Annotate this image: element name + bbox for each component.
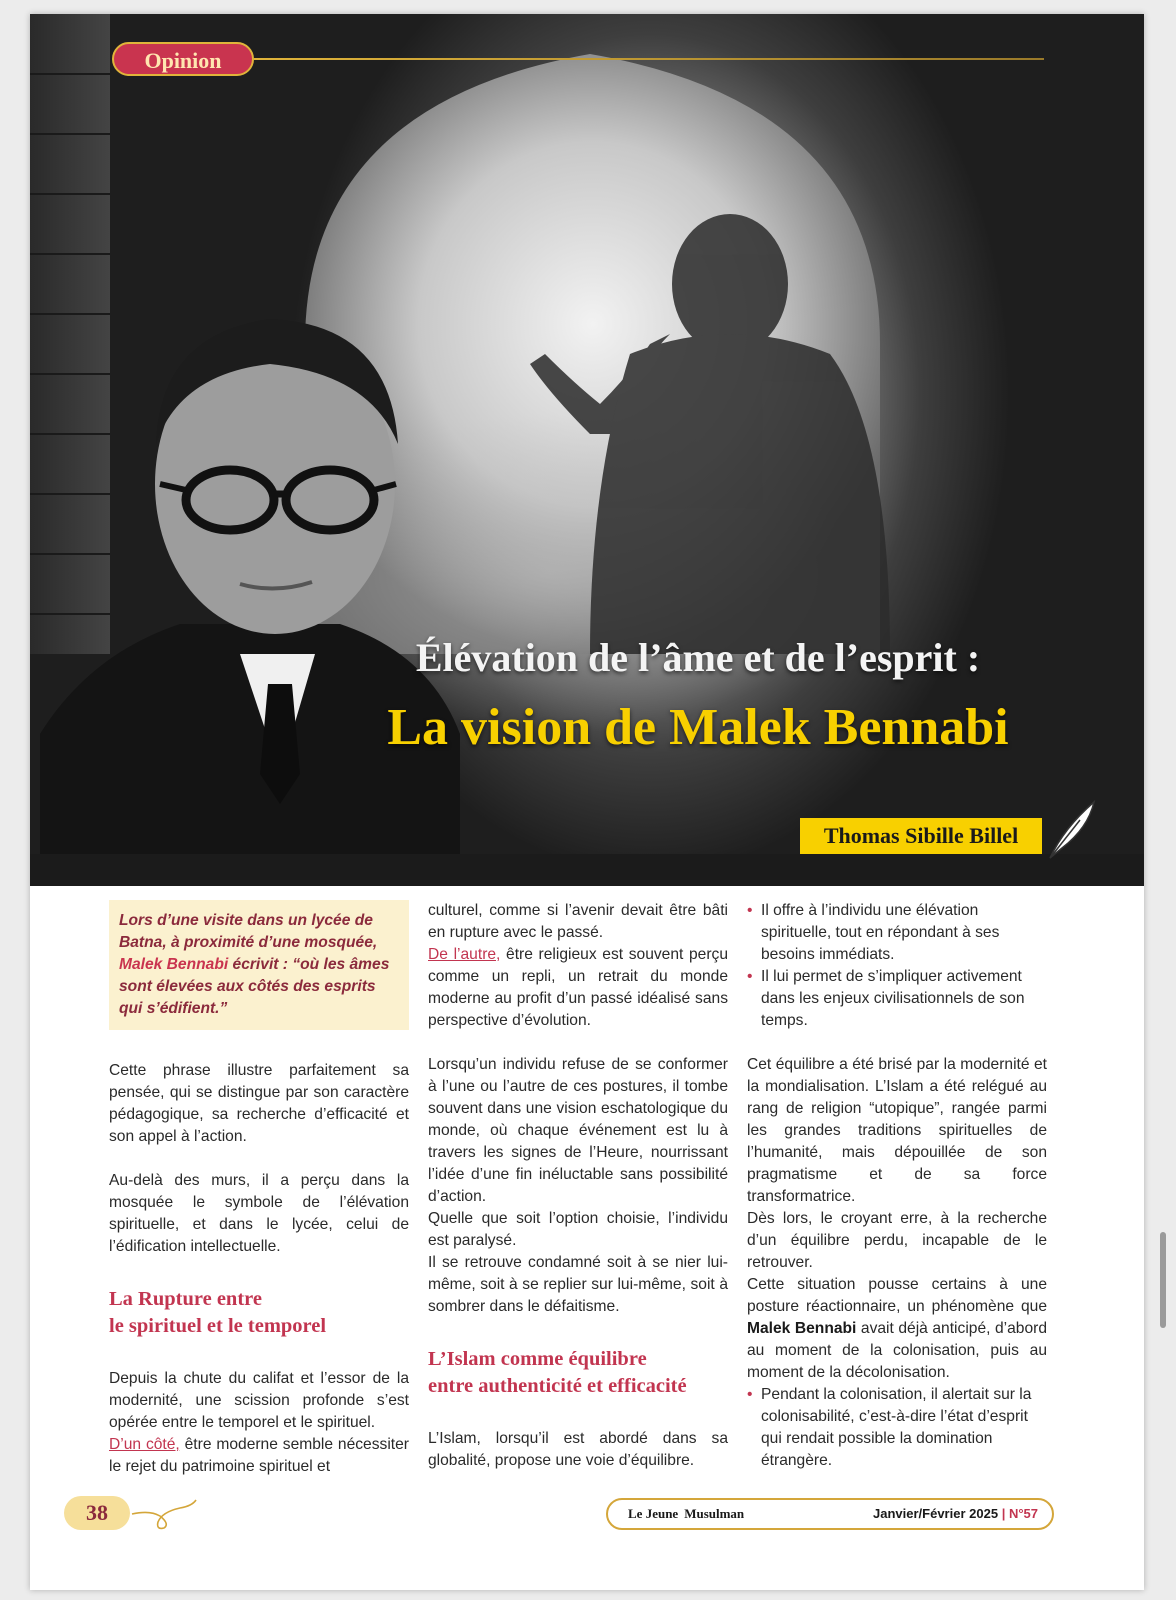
section-heading-islam	[428, 1346, 728, 1400]
column-2	[428, 900, 728, 1472]
col1-paragraph-3: Depuis la chute du califat et l’essor de la modernité, une scission profonde s’est opérée entre le temporel et le spirituel.	[109, 1370, 409, 1431]
heading-line: L’Islam comme équilibre	[428, 1348, 647, 1370]
col2-paragraph-4: Quelle que soit l’option choisie, l’individu est paralysé.	[428, 1210, 728, 1249]
col1-paragraph-1: Cette phrase illustre parfaitement sa pensée, qui se distingue par son caractère pédagogique, sa recherche d’efficacité et son appel à l’action.	[109, 1062, 409, 1145]
col2-paragraph-5: Il se retrouve condamné soit à se nier lui-même, soit à se replier sur lui-même, soit à sombrer dans le défaitisme.	[428, 1254, 728, 1315]
footer-banner	[606, 1498, 1054, 1530]
page-number: 38	[64, 1496, 130, 1530]
heading-line: le spirituel et le temporel	[109, 1315, 327, 1337]
pull-quote	[109, 900, 409, 1030]
col1-paragraph-4	[109, 1434, 409, 1478]
brand-word: Musulman	[684, 1506, 745, 1521]
bullet-item: • Il lui permet de s’impliquer activement dans les enjeux civilisationnels de son temps.	[747, 966, 1047, 1032]
column-1	[109, 900, 409, 1478]
magazine-page	[30, 14, 1144, 1590]
title-line-2: La vision de Malek Bennabi	[387, 699, 1009, 756]
issue-date: Janvier/Février 2025	[873, 1506, 999, 1521]
link-de-l-autre[interactable]: De l’autre,	[428, 946, 501, 963]
col3-paragraph-3	[747, 1274, 1047, 1384]
paragraph-text: être moderne semble nécessiter le rejet du patrimoine spirituel et	[109, 1436, 409, 1475]
brand-word: Le Jeune	[628, 1506, 679, 1521]
ornament-swirl-icon	[130, 1494, 200, 1534]
title-line-1: Élévation de l’âme et de l’esprit :	[415, 635, 981, 680]
paragraph-text: avait déjà anticipé, d’abord au moment de la colonisation, puis au moment de la décolonisation.	[747, 1320, 1048, 1381]
bullet-item: • Il offre à l’individu une élévation spirituelle, tout en répondant à ses besoins immédiats.	[747, 900, 1047, 966]
issue-number: N°57	[1008, 1506, 1038, 1521]
col2-paragraph-1: culturel, comme si l’avenir devait être bâti en rupture avec le passé.	[428, 902, 728, 941]
hero-image	[30, 14, 1144, 886]
quote-text-2: écrivit : “où les âmes sont élevées aux côtés des esprits qui s’édifient.”	[119, 956, 390, 1017]
heading-line: La Rupture entre	[109, 1288, 262, 1310]
quote-name: Malek Bennabi	[119, 956, 229, 973]
link-d-un-cote[interactable]: D’un côté,	[109, 1436, 180, 1453]
tag-rule-divider	[254, 58, 1044, 60]
col3-paragraph-1: Cet équilibre a été brisé par la modernité et la mondialisation. L’Islam a été relégué au rang de religion “utopique”, rangée parmi les grandes traditions spirituelles de l’humanité, mais dépouillée de son pragmatisme et de sa force transformatrice.	[747, 1056, 1047, 1205]
col2-paragraph-2	[428, 944, 728, 1032]
col2-paragraph-6: L’Islam, lorsqu’il est abordé dans sa globalité, propose une voie d’équilibre.	[428, 1430, 728, 1469]
col2-paragraph-3: Lorsqu’un individu refuse de se conformer à l’une ou l’autre de ces postures, il tombe souvent dans une vision eschatologique du monde, où chaque événement est lu à travers les signes de l’Heure, nourrissant l’idée d’une fin inéluctable sans possibilité d’action.	[428, 1056, 728, 1205]
paragraph-text: être religieux est souvent perçu comme un repli, un retrait du monde moderne au profit d’un passé idéalisé sans perspective d’évolution.	[428, 946, 728, 1029]
author-mention: Malek Bennabi	[747, 1320, 857, 1337]
col1-paragraph-2: Au-delà des murs, il a perçu dans la mosquée le symbole de l’élévation spirituelle, et dans le lycée, celui de l’édification intellectuelle.	[109, 1172, 409, 1255]
col3-paragraph-2: Dès lors, le croyant erre, à la recherche d’un équilibre perdu, incapable de le retrouver.	[747, 1210, 1047, 1271]
scrollbar-thumb[interactable]	[1160, 1232, 1166, 1328]
magazine-brand	[628, 1506, 744, 1522]
section-heading-rupture	[109, 1286, 409, 1340]
column-3	[747, 900, 1047, 1472]
author-name: Thomas Sibille Billel	[800, 818, 1042, 854]
issue-info	[873, 1506, 1038, 1521]
paragraph-text: Cette situation pousse certains à une posture réactionnaire, un phénomène que	[747, 1276, 1047, 1315]
quote-text-1: Lors d’une visite dans un lycée de Batna, à proximité d’une mosquée,	[119, 912, 378, 951]
quill-icon	[1044, 798, 1100, 862]
issue-separator: |	[1001, 1506, 1006, 1521]
section-tag: Opinion	[112, 42, 254, 76]
heading-line: entre authenticité et efficacité	[428, 1375, 687, 1397]
bullet-item: • Pendant la colonisation, il alertait sur la colonisabilité, c’est-à-dire l’état d’esprit qui rendait possible la domination étrangère.	[747, 1384, 1047, 1472]
